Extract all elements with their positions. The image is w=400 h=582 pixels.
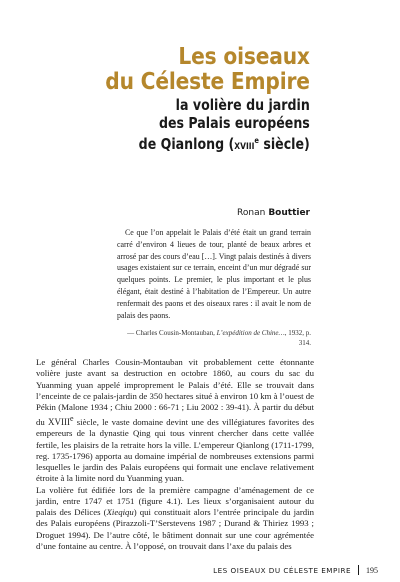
author-byline bbox=[237, 208, 310, 218]
epigraph-source-details: , 1932, p. 314. bbox=[284, 329, 311, 347]
paragraph-2-text-a: La volière fut édifiée lors de la première campagne d’aménagement de ce jardin, entre 1747 et 1751 (figure 4.1). Les lieux s’organisaient autour du palais des Délices ( bbox=[36, 484, 314, 518]
epigraph-source-author: — Charles Cousin-Montauban, bbox=[127, 329, 217, 337]
chapter-subtitle bbox=[72, 96, 310, 155]
subtitle-text: de Qianlong ( bbox=[138, 135, 235, 153]
chapter-subtitle-line-1: la volière du jardin bbox=[175, 96, 310, 114]
page-footer bbox=[213, 565, 378, 575]
epigraph-text: Ce que l’on appelait le Palais d’été était un grand terrain carré d’environ 4 lieues de tour, planté de beaux arbres et arrosé par des cours d’eau […]. Vingt palais destinés à divers usages existaient sur ce terrain, enceint d’un mur dégradé sur quelques points. Le premier, le plus important et le plus élégant, était destiné à l’habitation de l’Empereur. Un autre renfermait des paons et des oiseaux rares : il avait le nom de palais des paons. bbox=[117, 228, 311, 320]
century-numeral: xviii bbox=[47, 413, 70, 429]
ordinal-superscript: e bbox=[254, 136, 260, 145]
chapter-heading bbox=[72, 44, 310, 155]
running-head: LES OISEAUX DU CÉLESTE EMPIRE bbox=[213, 565, 351, 575]
chapter-subtitle-line-2: des Palais européens bbox=[159, 114, 310, 132]
paragraph-2 bbox=[36, 485, 314, 553]
footer-divider bbox=[358, 565, 359, 575]
chapter-subtitle-line-3 bbox=[110, 132, 310, 155]
chapter-title-line-1: Les oiseaux bbox=[178, 42, 310, 70]
century-numeral: xviii bbox=[234, 138, 255, 153]
page-number: 195 bbox=[366, 565, 378, 575]
author-last-name: Bouttier bbox=[268, 208, 310, 218]
epigraph bbox=[117, 227, 311, 321]
epigraph-source-work: L’expédition de Chine… bbox=[216, 329, 285, 337]
paragraph-1-text-b: siècle, le vaste domaine devint une des villégiatures favorites des empereurs de la dynastie Qing qui tous vinrent chercher dans cette vallée fertile, les plaisirs de la retraite hors la ville. L’empereur Qianlong (1711-1799, reg. 1735-1796) apporta au domaine impérial de nombreuses extensions parmi lesquelles le jardin des Palais européens qui formait une enclave relativement étroite à la limite nord du Yuanming yuan. bbox=[36, 417, 314, 484]
italic-term: Xieqiqu bbox=[106, 507, 134, 518]
paragraph-2-text-b: ) qui constituait alors l’entrée principale du jardin des Palais européens (Pirazzoli-T’Serstevens 1987 ; Durand & Thiriez 1993 ; Droguet 1994). De l’autre côté, le bâtiment donnait sur une cour agrémentée d’une fontaine au centre. À l’opposé, on trouvait dans l’axe du palais des bbox=[36, 507, 314, 551]
epigraph-source bbox=[117, 328, 311, 348]
author-first-name: Ronan bbox=[237, 208, 266, 218]
subtitle-text-end: siècle) bbox=[259, 135, 310, 153]
paragraph-1-text-a: Le général Charles Cousin-Montauban vit probablement cette étonnante volière juste avant sa destruction en octobre 1860, au cours du sac du Yuanming yuan appelé improprement le Palais d’été. Elle se trouvait dans l’enceinte de ce palais-jardin de 350 hectares situé à environ 10 km à l’ouest de Pékin (Malone 1934 ; Chiu 2000 : 66-71 ; Liu 2002 : 39-41). À partir du début du bbox=[36, 357, 314, 428]
body-text bbox=[36, 357, 314, 552]
paragraph-1 bbox=[36, 357, 314, 485]
chapter-title-line-2: du Céleste Empire bbox=[105, 67, 310, 95]
ordinal-superscript: e bbox=[69, 414, 74, 424]
